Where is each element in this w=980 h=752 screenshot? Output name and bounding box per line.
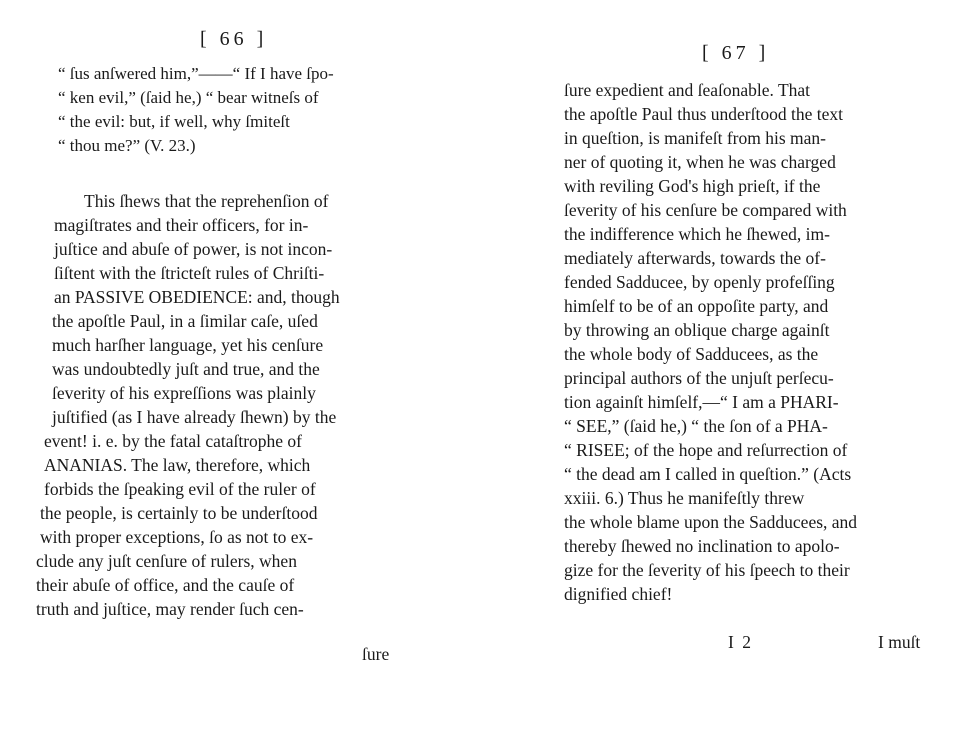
text-line: ner of quoting it, when he was charged [564,152,836,172]
quote-line: “ ken evil,” (ſaid he,) “ bear witneſs of [58,88,319,107]
right-page-number: [ 67 ] [702,42,770,64]
quote-line: “ ſus anſwered him,”——“ If I have ſpo- [58,64,334,83]
text-line: dignified chief! [564,584,673,604]
signature-mark: I 2 [728,632,753,652]
text-line: ſure expedient and ſeaſonable. That [564,80,811,100]
text-line: juſtified (as I have already ſhewn) by the [52,407,337,427]
text-line: gize for the ſeverity of his ſpeech to their [564,560,850,580]
text-line: the whole blame upon the Sadducees, and [564,512,858,532]
text-line: forbids the ſpeaking evil of the ruler of [44,479,316,499]
left-page-number: [ 66 ] [200,28,268,50]
text-line: event! i. e. by the fatal cataſtrophe of [44,431,303,451]
text-line: mediately afterwards, towards the of- [564,248,826,268]
text-line: the whole body of Sadducees, as the [564,344,819,364]
text-line: tion againſt himſelf,—“ I am a PHARI- [564,392,839,412]
catchword: I muſt [878,632,921,652]
text-line: This ſhews that the reprehenſion of [84,191,329,211]
text-line: clude any juſt cenſure of rulers, when [36,551,297,571]
text-line: thereby ſhewed no inclination to apolo- [564,536,840,556]
text-line: with proper exceptions, ſo as not to ex- [40,527,314,547]
text-line: the people, is certainly to be underſtood [40,503,318,523]
text-line: the apoſtle Paul, in a ſimilar caſe, uſed [52,311,318,331]
text-line: was undoubtedly juſt and true, and the [52,359,320,379]
text-line: magiſtrates and their officers, for in- [54,215,309,235]
text-line: ſeverity of his cenſure be compared with [564,200,847,220]
text-line: by throwing an oblique charge againſt [564,320,830,340]
text-line: ſeverity of his expreſſions was plainly [52,383,316,403]
text-line: much harſher language, yet his cenſure [52,335,324,355]
text-line: xxiii. 6.) Thus he manifeſtly threw [564,488,805,508]
quote-line: “ thou me?” (V. 23.) [58,136,196,155]
text-line: truth and juſtice, may render ſuch cen- [36,599,304,619]
text-line: ANANIAS. The law, therefore, which [44,455,311,475]
right-page [490,0,980,752]
text-line: ſiſtent with the ſtricteſt rules of Chriſti- [54,263,325,283]
text-line: an PASSIVE OBEDIENCE: and, though [54,287,340,307]
text-line: “ the dead am I called in queſtion.” (Acts [564,464,852,484]
text-line: “ RISEE; of the hope and reſurrection of [564,440,848,460]
text-line: with reviling God's high prieſt, if the [564,176,821,196]
text-line: in queſtion, is manifeſt from his man- [564,128,826,148]
text-line: their abuſe of office, and the cauſe of [36,575,295,595]
text-line: principal authors of the unjuſt perſecu- [564,368,834,388]
catchword: ſure [362,644,390,664]
text-line: juſtice and abuſe of power, is not incon- [54,239,333,259]
text-line: himſelf to be of an oppoſite party, and [564,296,829,316]
text-line: the indifference which he ſhewed, im- [564,224,830,244]
quote-line: “ the evil: but, if well, why ſmiteſt [58,112,290,131]
text-line: “ SEE,” (ſaid he,) “ the ſon of a PHA- [564,416,828,436]
text-line: fended Sadducee, by openly profeſſing [564,272,835,292]
text-line: the apoſtle Paul thus underſtood the text [564,104,843,124]
